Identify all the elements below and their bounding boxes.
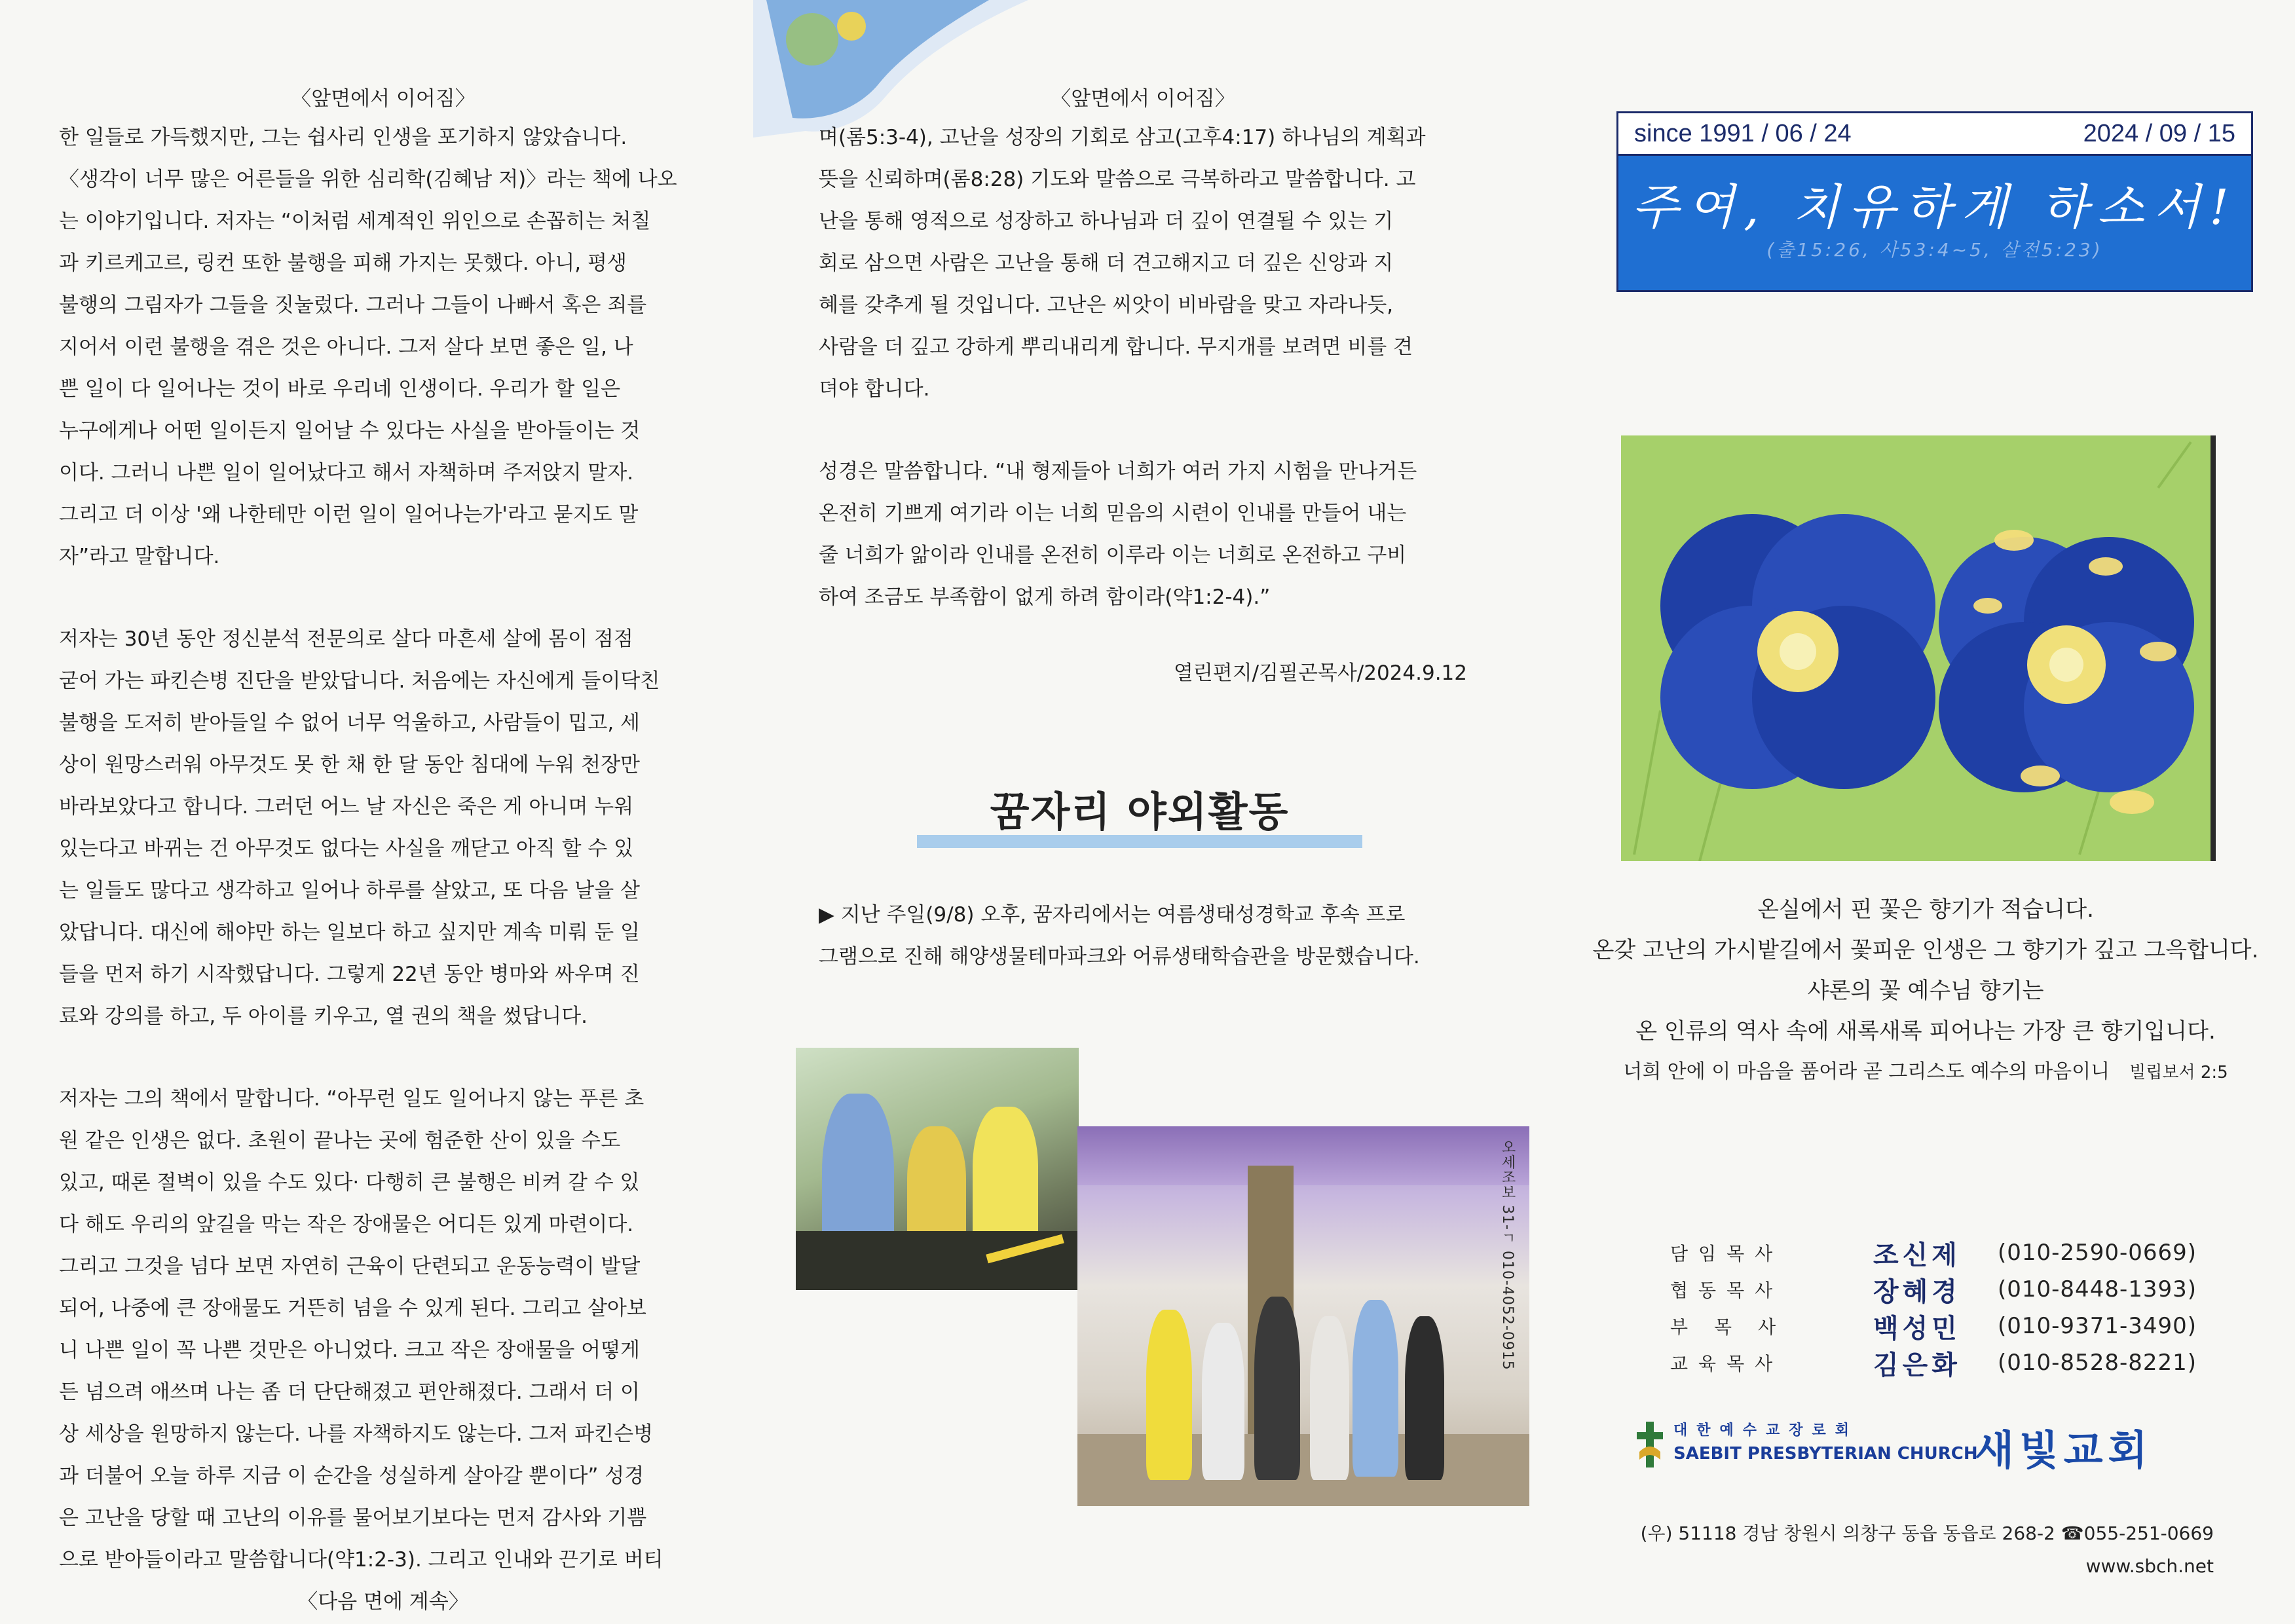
continued-next-page: 〈다음 면에 계속〉 [297, 1590, 469, 1614]
paragraph [819, 117, 1467, 410]
text-line: 뜻을 신뢰하며(롬8:28) 기도와 말씀으로 극복하라고 말씀합니다. 고 [819, 168, 1416, 191]
text-line: 들을 먼저 하기 시작했답니다. 그렇게 22년 동안 병마와 싸우며 진 [59, 963, 640, 986]
text-line: 온전히 기쁘게 여기라 이는 너희 믿음의 시련이 인내를 만들어 내는 [819, 502, 1407, 525]
paragraph [59, 1078, 707, 1581]
church-address: (우) 51118 경남 창원시 의창구 동읍 동읍로 268-2 ☎055-251-0669 [1640, 1522, 2214, 1544]
bulletin-date: 2024 / 09 / 15 [2083, 119, 2235, 147]
text-line: 되어, 나중에 큰 장애물도 거뜬히 넘을 수 있게 된다. 그리고 살아보 [59, 1297, 646, 1320]
scripture-verse [1572, 1052, 2279, 1093]
text-line: 사람을 더 깊고 강하게 뿌리내리게 합니다. 무지개를 보려면 비를 견 [819, 335, 1413, 359]
text-line: 바라보았다고 합니다. 그러던 어느 날 자신은 죽은 게 아니며 누워 [59, 795, 634, 819]
text-line: 저자는 30년 동안 정신분석 전문의로 살다 마흔세 살에 몸이 점점 [59, 627, 633, 651]
staff-phone: (010-8448-1393) [1998, 1276, 2197, 1302]
staff-list [1670, 1234, 2260, 1381]
text-line: 든 넘으려 애쓰며 나는 좀 더 단단해졌고 편안해졌다. 그래서 더 이 [59, 1380, 640, 1404]
staff-phone: (010-2590-0669) [1998, 1240, 2197, 1266]
text-line: 그램으로 진해 해양생물테마파크와 어류생태학습관을 방문했습니다. [819, 945, 1420, 969]
text-line: 〈생각이 너무 많은 어른들을 위한 심리학(김혜남 저)〉라는 책에 나오 [59, 168, 677, 191]
church-logo-block [1634, 1418, 2256, 1474]
cross-icon [1634, 1422, 1666, 1467]
church-english-name: SAEBIT PRESBYTERIAN CHURCH [1673, 1444, 1978, 1464]
header-dates [1618, 113, 2251, 156]
text-line: 으로 받아들이라고 말씀합니다(약1:2-3). 그리고 인내와 끈기로 버티 [59, 1548, 663, 1572]
section-heading [910, 766, 1369, 851]
text-line: 자”라고 말합니다. [59, 545, 220, 568]
flower-illustration [1621, 435, 2211, 861]
title-reference: (출15:26, 사53:4~5, 살전5:23) [1766, 239, 2103, 261]
column-left [59, 82, 707, 1619]
text-line: 았답니다. 대신에 해야만 하는 일보다 하고 싶지만 계속 미뤄 둔 일 [59, 921, 640, 944]
text-line: 불행을 도저히 받아들일 수 없어 너무 억울하고, 사람들이 밉고, 세 [59, 711, 640, 735]
activity-photo-1 [796, 1048, 1079, 1290]
text-line: 하여 조금도 부족함이 없게 하려 함이라(약1:2-4).” [819, 585, 1271, 609]
staff-name: 조신제 [1873, 1240, 1961, 1270]
staff-name: 김은화 [1873, 1350, 1961, 1380]
denomination-name: 대한예수교장로회 [1673, 1422, 1859, 1439]
text-line: 과 키르케고르, 링컨 또한 불행을 피해 가지는 못했다. 아니, 평생 [59, 251, 627, 275]
text-line: 줄 너희가 앎이라 인내를 온전히 이루라 이는 너희로 온전하고 구비 [819, 544, 1407, 567]
staff-name: 장혜경 [1873, 1276, 1961, 1307]
text-line: 니 나쁜 일이 꼭 나쁜 것만은 아니었다. 크고 작은 장애물을 어떻게 [59, 1338, 640, 1362]
flower-painting [1621, 435, 2216, 861]
text-line: 상 세상을 원망하지 않는다. 나를 자책하지도 않는다. 그저 파킨슨병 [59, 1422, 654, 1446]
text-line: 지어서 이런 불행을 겪은 것은 아니다. 그저 살다 보면 좋은 일, 나 [59, 335, 633, 359]
staff-role: 담임목사 [1670, 1243, 1783, 1264]
verse-text: 너희 안에 이 마음을 품어라 곧 그리스도 예수의 마음이니 [1623, 1060, 2110, 1083]
text-line: 원 같은 인생은 없다. 초원이 끝나는 곳에 험준한 산이 있을 수도 [59, 1129, 621, 1153]
text-line: 있는다고 바뀌는 건 아무것도 없다는 사실을 깨닫고 아직 할 수 있 [59, 837, 634, 860]
meditation-text [1572, 889, 2279, 1093]
staff-name: 백성민 [1873, 1313, 1961, 1344]
text-line: 료와 강의를 하고, 두 아이를 키우고, 열 권의 책을 썼답니다. [59, 1005, 588, 1028]
text-line: 과 더불어 오늘 하루 지금 이 순간을 성실하게 살아갈 뿐이다” 성경 [59, 1464, 644, 1488]
paragraph [819, 451, 1467, 618]
photo-stamp: 오세조보 31-ㄱ 010-4052-0915 [1499, 1139, 1516, 1371]
text-line: 뎌야 합니다. [819, 377, 930, 401]
text-line: 누구에게나 어떤 일이든지 일어날 수 있다는 사실을 받아들이는 것 [59, 419, 641, 443]
poem-line: 온실에서 핀 꽃은 향기가 적습니다. [1757, 896, 2094, 923]
text-line: 성경은 말씀합니다. “내 형제들아 너희가 여러 가지 시험을 만나거든 [819, 460, 1417, 483]
text-line: 있고, 때론 절벽이 있을 수도 있다· 다행히 큰 불행은 비켜 갈 수 있 [59, 1171, 640, 1194]
paragraph [59, 618, 707, 1037]
text-line: 이다. 그러니 나쁜 일이 일어났다고 해서 자책하며 주저앉지 말자. [59, 461, 634, 485]
text-line: ▶ 지난 주일(9/8) 오후, 꿈자리에서는 여름생태성경학교 후속 프로 [819, 903, 1406, 927]
staff-phone: (010-8528-8221) [1998, 1350, 2197, 1376]
text-line: 난을 통해 영적으로 성장하고 하나님과 더 깊이 연결될 수 있는 기 [819, 210, 1394, 233]
text-line: 쁜 일이 다 일어나는 것이 바로 우리네 인생이다. 우리가 할 일은 [59, 377, 621, 401]
text-line: 불행의 그림자가 그들을 짓눌렀다. 그러나 그들이 나빠서 혹은 죄를 [59, 293, 647, 317]
poem-line: 온갖 고난의 가시밭길에서 꽃피운 인생은 그 향기가 깊고 그윽합니다. [1592, 937, 2259, 963]
event-description [819, 894, 1467, 978]
text-line: 굳어 가는 파킨슨병 진단을 받았답니다. 처음에는 자신에게 들이닥친 [59, 669, 660, 693]
text-line: 그리고 그것을 넘다 보면 자연히 근육이 단련되고 운동능력이 발달 [59, 1255, 641, 1278]
staff-row [1670, 1344, 2260, 1381]
text-line: 며(롬5:3-4), 고난을 성장의 기회로 삼고(고후4:17) 하나님의 계획과 [819, 126, 1426, 149]
continued-from-front: 〈앞면에서 이어짐〉 [1051, 87, 1235, 111]
since-date: since 1991 / 06 / 24 [1634, 119, 1852, 147]
poem-line: 샤론의 꽃 예수님 향기는 [1807, 978, 2044, 1004]
title-banner [1618, 156, 2251, 290]
staff-role: 교육목사 [1670, 1353, 1783, 1375]
bulletin-title: 주여, 치유하게 하소서! [1632, 179, 2238, 236]
staff-phone: (010-9371-3490) [1998, 1313, 2197, 1339]
poem-line: 온 인류의 역사 속에 새록새록 피어나는 가장 큰 향기입니다. [1635, 1018, 2216, 1044]
staff-row [1670, 1271, 2260, 1308]
continued-from-front: 〈앞면에서 이어짐〉 [291, 87, 476, 111]
column-middle [819, 82, 1467, 686]
verse-reference: 빌립보서 2:5 [2129, 1063, 2228, 1082]
activity-photo-2 [1077, 1126, 1529, 1506]
article-source: 열린편지/김필곤목사/2024.9.12 [1173, 661, 1467, 685]
text-line: 는 이야기입니다. 저자는 “이처럼 세계적인 위인으로 손꼽히는 처칠 [59, 210, 651, 233]
paragraph [59, 117, 707, 578]
church-name: 새빛교회 [1975, 1426, 2153, 1474]
text-line: 혜를 갖추게 될 것입니다. 고난은 씨앗이 비바람을 맞고 자라나듯, [819, 293, 1394, 317]
staff-row [1670, 1308, 2260, 1344]
church-website[interactable]: www.sbch.net [2085, 1555, 2214, 1577]
text-line: 은 고난을 당할 때 고난의 이유를 물어보기보다는 먼저 감사와 기쁨 [59, 1506, 647, 1530]
text-line: 다 해도 우리의 앞길을 막는 작은 장애물은 어디든 있게 마련이다. [59, 1213, 634, 1236]
heading-text: 꿈자리 야외활동 [990, 788, 1290, 836]
staff-role: 부목사 [1670, 1316, 1802, 1338]
text-line: 그리고 더 이상 '왜 나한테만 이런 일이 일어나는가'라고 묻지도 말 [59, 503, 639, 526]
text-line: 는 일들도 많다고 생각하고 일어나 하루를 살았고, 또 다음 날을 살 [59, 879, 640, 902]
text-line: 저자는 그의 책에서 말합니다. “아무런 일도 일어나지 않는 푸른 초 [59, 1087, 644, 1111]
staff-row [1670, 1234, 2260, 1271]
bulletin-header [1616, 111, 2253, 292]
text-line: 한 일들로 가득했지만, 그는 쉽사리 인생을 포기하지 않았습니다. [59, 126, 627, 149]
text-line: 상이 원망스러워 아무것도 못 한 채 한 달 동안 침대에 누워 천장만 [59, 753, 640, 777]
staff-role: 협동목사 [1670, 1280, 1783, 1301]
text-line: 회로 삼으면 사람은 고난을 통해 더 견고해지고 더 깊은 신앙과 지 [819, 251, 1394, 275]
